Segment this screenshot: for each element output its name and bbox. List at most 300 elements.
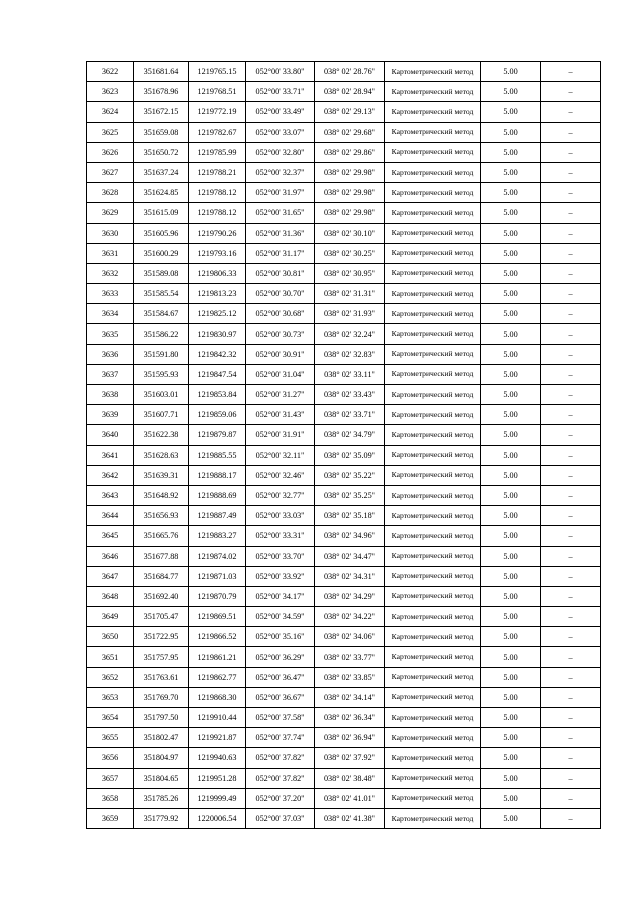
table-row [87,445,601,465]
latitude-cell: 052°00' 33.31" [246,526,315,546]
longitude-cell: 038° 02' 33.85" [315,667,385,687]
longitude-cell: 038° 02' 32.24" [315,324,385,344]
accuracy-cell: 5.00 [481,647,541,667]
x-coordinate-cell: 351705.47 [134,607,189,627]
method-cell: Картометрический метод [385,748,481,768]
table-row [87,465,601,485]
latitude-cell: 052°00' 31.04" [246,364,315,384]
accuracy-cell: 5.00 [481,62,541,82]
latitude-cell: 052°00' 37.20" [246,788,315,808]
latitude-cell: 052°00' 36.67" [246,687,315,707]
note-cell: – [541,102,601,122]
y-coordinate-cell: 1219879.87 [189,425,246,445]
note-cell: – [541,344,601,364]
point-number-cell: 3645 [87,526,134,546]
accuracy-cell: 5.00 [481,203,541,223]
point-number-cell: 3644 [87,506,134,526]
note-cell: – [541,667,601,687]
y-coordinate-cell: 1219853.84 [189,385,246,405]
method-cell: Картометрический метод [385,284,481,304]
longitude-cell: 038° 02' 28.94" [315,82,385,102]
longitude-cell: 038° 02' 34.47" [315,546,385,566]
method-cell: Картометрический метод [385,546,481,566]
x-coordinate-cell: 351677.88 [134,546,189,566]
latitude-cell: 052°00' 31.17" [246,243,315,263]
method-cell: Картометрический метод [385,506,481,526]
longitude-cell: 038° 02' 31.31" [315,284,385,304]
method-cell: Картометрический метод [385,647,481,667]
table-row [87,364,601,384]
accuracy-cell: 5.00 [481,425,541,445]
x-coordinate-cell: 351650.72 [134,142,189,162]
y-coordinate-cell: 1219785.99 [189,142,246,162]
table-row [87,687,601,707]
point-number-cell: 3625 [87,122,134,142]
point-number-cell: 3655 [87,728,134,748]
method-cell: Картометрический метод [385,203,481,223]
table-row [87,728,601,748]
y-coordinate-cell: 1219782.67 [189,122,246,142]
table-row [87,566,601,586]
latitude-cell: 052°00' 34.59" [246,607,315,627]
accuracy-cell: 5.00 [481,586,541,606]
point-number-cell: 3627 [87,162,134,182]
latitude-cell: 052°00' 30.81" [246,263,315,283]
x-coordinate-cell: 351648.92 [134,485,189,505]
y-coordinate-cell: 1219788.12 [189,203,246,223]
longitude-cell: 038° 02' 36.34" [315,708,385,728]
accuracy-cell: 5.00 [481,364,541,384]
y-coordinate-cell: 1219871.03 [189,566,246,586]
x-coordinate-cell: 351639.31 [134,465,189,485]
accuracy-cell: 5.00 [481,465,541,485]
latitude-cell: 052°00' 36.29" [246,647,315,667]
method-cell: Картометрический метод [385,667,481,687]
method-cell: Картометрический метод [385,485,481,505]
accuracy-cell: 5.00 [481,243,541,263]
y-coordinate-cell: 1219847.54 [189,364,246,384]
longitude-cell: 038° 02' 29.86" [315,142,385,162]
note-cell: – [541,385,601,405]
y-coordinate-cell: 1219793.16 [189,243,246,263]
latitude-cell: 052°00' 33.07" [246,122,315,142]
note-cell: – [541,425,601,445]
accuracy-cell: 5.00 [481,607,541,627]
x-coordinate-cell: 351804.97 [134,748,189,768]
longitude-cell: 038° 02' 29.68" [315,122,385,142]
accuracy-cell: 5.00 [481,304,541,324]
note-cell: – [541,243,601,263]
latitude-cell: 052°00' 31.65" [246,203,315,223]
y-coordinate-cell: 1220006.54 [189,808,246,828]
method-cell: Картометрический метод [385,243,481,263]
method-cell: Картометрический метод [385,82,481,102]
note-cell: – [541,526,601,546]
point-number-cell: 3656 [87,748,134,768]
point-number-cell: 3641 [87,445,134,465]
longitude-cell: 038° 02' 34.31" [315,566,385,586]
table-row [87,162,601,182]
method-cell: Картометрический метод [385,162,481,182]
x-coordinate-cell: 351804.65 [134,768,189,788]
note-cell: – [541,566,601,586]
table-row [87,546,601,566]
latitude-cell: 052°00' 37.58" [246,708,315,728]
note-cell: – [541,405,601,425]
accuracy-cell: 5.00 [481,627,541,647]
point-number-cell: 3649 [87,607,134,627]
point-number-cell: 3634 [87,304,134,324]
accuracy-cell: 5.00 [481,788,541,808]
table-row [87,203,601,223]
x-coordinate-cell: 351595.93 [134,364,189,384]
x-coordinate-cell: 351665.76 [134,526,189,546]
point-number-cell: 3628 [87,183,134,203]
method-cell: Картометрический метод [385,708,481,728]
longitude-cell: 038° 02' 33.71" [315,405,385,425]
longitude-cell: 038° 02' 28.76" [315,62,385,82]
method-cell: Картометрический метод [385,263,481,283]
y-coordinate-cell: 1219951.28 [189,768,246,788]
note-cell: – [541,304,601,324]
latitude-cell: 052°00' 30.91" [246,344,315,364]
note-cell: – [541,82,601,102]
x-coordinate-cell: 351584.67 [134,304,189,324]
point-number-cell: 3647 [87,566,134,586]
x-coordinate-cell: 351659.08 [134,122,189,142]
x-coordinate-cell: 351678.96 [134,82,189,102]
x-coordinate-cell: 351681.64 [134,62,189,82]
table-row [87,485,601,505]
note-cell: – [541,183,601,203]
method-cell: Картометрический метод [385,465,481,485]
latitude-cell: 052°00' 37.82" [246,768,315,788]
method-cell: Картометрический метод [385,304,481,324]
y-coordinate-cell: 1219885.55 [189,445,246,465]
table-row [87,808,601,828]
accuracy-cell: 5.00 [481,667,541,687]
note-cell: – [541,647,601,667]
latitude-cell: 052°00' 31.27" [246,385,315,405]
latitude-cell: 052°00' 34.17" [246,586,315,606]
longitude-cell: 038° 02' 33.43" [315,385,385,405]
y-coordinate-cell: 1219859.06 [189,405,246,425]
note-cell: – [541,122,601,142]
table-row [87,243,601,263]
note-cell: – [541,62,601,82]
y-coordinate-cell: 1219772.19 [189,102,246,122]
note-cell: – [541,263,601,283]
note-cell: – [541,364,601,384]
x-coordinate-cell: 351585.54 [134,284,189,304]
point-number-cell: 3658 [87,788,134,808]
point-number-cell: 3639 [87,405,134,425]
latitude-cell: 052°00' 30.70" [246,284,315,304]
accuracy-cell: 5.00 [481,687,541,707]
method-cell: Картометрический метод [385,344,481,364]
longitude-cell: 038° 02' 35.18" [315,506,385,526]
y-coordinate-cell: 1219940.63 [189,748,246,768]
method-cell: Картометрический метод [385,445,481,465]
table-row [87,142,601,162]
point-number-cell: 3653 [87,687,134,707]
latitude-cell: 052°00' 32.37" [246,162,315,182]
accuracy-cell: 5.00 [481,162,541,182]
accuracy-cell: 5.00 [481,808,541,828]
y-coordinate-cell: 1219830.97 [189,324,246,344]
latitude-cell: 052°00' 32.11" [246,445,315,465]
point-number-cell: 3651 [87,647,134,667]
table-row [87,324,601,344]
y-coordinate-cell: 1219888.17 [189,465,246,485]
latitude-cell: 052°00' 33.03" [246,506,315,526]
table-row [87,647,601,667]
x-coordinate-cell: 351603.01 [134,385,189,405]
longitude-cell: 038° 02' 34.79" [315,425,385,445]
point-number-cell: 3637 [87,364,134,384]
table-row [87,102,601,122]
longitude-cell: 038° 02' 34.06" [315,627,385,647]
longitude-cell: 038° 02' 34.29" [315,586,385,606]
latitude-cell: 052°00' 30.73" [246,324,315,344]
note-cell: – [541,728,601,748]
x-coordinate-cell: 351589.08 [134,263,189,283]
latitude-cell: 052°00' 33.80" [246,62,315,82]
y-coordinate-cell: 1219866.52 [189,627,246,647]
y-coordinate-cell: 1219790.26 [189,223,246,243]
method-cell: Картометрический метод [385,142,481,162]
point-number-cell: 3632 [87,263,134,283]
table-row [87,223,601,243]
point-number-cell: 3624 [87,102,134,122]
point-number-cell: 3635 [87,324,134,344]
method-cell: Картометрический метод [385,405,481,425]
x-coordinate-cell: 351802.47 [134,728,189,748]
accuracy-cell: 5.00 [481,385,541,405]
accuracy-cell: 5.00 [481,485,541,505]
method-cell: Картометрический метод [385,364,481,384]
method-cell: Картометрический метод [385,768,481,788]
x-coordinate-cell: 351779.92 [134,808,189,828]
y-coordinate-cell: 1219788.21 [189,162,246,182]
method-cell: Картометрический метод [385,627,481,647]
note-cell: – [541,324,601,344]
longitude-cell: 038° 02' 29.98" [315,203,385,223]
longitude-cell: 038° 02' 35.22" [315,465,385,485]
x-coordinate-cell: 351785.26 [134,788,189,808]
table-row [87,768,601,788]
point-number-cell: 3622 [87,62,134,82]
note-cell: – [541,445,601,465]
x-coordinate-cell: 351722.95 [134,627,189,647]
longitude-cell: 038° 02' 34.96" [315,526,385,546]
table-row [87,263,601,283]
x-coordinate-cell: 351684.77 [134,566,189,586]
longitude-cell: 038° 02' 34.22" [315,607,385,627]
point-number-cell: 3654 [87,708,134,728]
point-number-cell: 3652 [87,667,134,687]
accuracy-cell: 5.00 [481,82,541,102]
table-row [87,788,601,808]
accuracy-cell: 5.00 [481,546,541,566]
accuracy-cell: 5.00 [481,142,541,162]
accuracy-cell: 5.00 [481,506,541,526]
y-coordinate-cell: 1219999.49 [189,788,246,808]
point-number-cell: 3626 [87,142,134,162]
point-number-cell: 3659 [87,808,134,828]
longitude-cell: 038° 02' 41.38" [315,808,385,828]
accuracy-cell: 5.00 [481,768,541,788]
longitude-cell: 038° 02' 33.11" [315,364,385,384]
method-cell: Картометрический метод [385,324,481,344]
y-coordinate-cell: 1219883.27 [189,526,246,546]
method-cell: Картометрический метод [385,788,481,808]
note-cell: – [541,748,601,768]
y-coordinate-cell: 1219806.33 [189,263,246,283]
point-number-cell: 3636 [87,344,134,364]
accuracy-cell: 5.00 [481,526,541,546]
method-cell: Картометрический метод [385,607,481,627]
longitude-cell: 038° 02' 31.93" [315,304,385,324]
note-cell: – [541,768,601,788]
latitude-cell: 052°00' 30.68" [246,304,315,324]
latitude-cell: 052°00' 31.36" [246,223,315,243]
x-coordinate-cell: 351757.95 [134,647,189,667]
y-coordinate-cell: 1219869.51 [189,607,246,627]
note-cell: – [541,687,601,707]
table-row [87,82,601,102]
accuracy-cell: 5.00 [481,183,541,203]
coordinates-table [86,61,601,829]
note-cell: – [541,708,601,728]
method-cell: Картометрический метод [385,425,481,445]
latitude-cell: 052°00' 32.77" [246,485,315,505]
y-coordinate-cell: 1219887.49 [189,506,246,526]
method-cell: Картометрический метод [385,526,481,546]
x-coordinate-cell: 351656.93 [134,506,189,526]
longitude-cell: 038° 02' 29.98" [315,183,385,203]
method-cell: Картометрический метод [385,102,481,122]
accuracy-cell: 5.00 [481,405,541,425]
table-row [87,405,601,425]
y-coordinate-cell: 1219862.77 [189,667,246,687]
method-cell: Картометрический метод [385,566,481,586]
longitude-cell: 038° 02' 36.94" [315,728,385,748]
accuracy-cell: 5.00 [481,708,541,728]
table-row [87,62,601,82]
latitude-cell: 052°00' 33.70" [246,546,315,566]
point-number-cell: 3631 [87,243,134,263]
y-coordinate-cell: 1219861.21 [189,647,246,667]
latitude-cell: 052°00' 36.47" [246,667,315,687]
point-number-cell: 3643 [87,485,134,505]
accuracy-cell: 5.00 [481,122,541,142]
longitude-cell: 038° 02' 33.77" [315,647,385,667]
method-cell: Картометрический метод [385,183,481,203]
note-cell: – [541,808,601,828]
y-coordinate-cell: 1219888.69 [189,485,246,505]
y-coordinate-cell: 1219813.23 [189,284,246,304]
table-row [87,748,601,768]
latitude-cell: 052°00' 31.43" [246,405,315,425]
longitude-cell: 038° 02' 35.25" [315,485,385,505]
method-cell: Картометрический метод [385,586,481,606]
point-number-cell: 3633 [87,284,134,304]
note-cell: – [541,162,601,182]
method-cell: Картометрический метод [385,385,481,405]
table-row [87,586,601,606]
point-number-cell: 3630 [87,223,134,243]
table-row [87,304,601,324]
note-cell: – [541,465,601,485]
note-cell: – [541,284,601,304]
method-cell: Картометрический метод [385,728,481,748]
table-row [87,708,601,728]
longitude-cell: 038° 02' 29.98" [315,162,385,182]
longitude-cell: 038° 02' 37.92" [315,748,385,768]
note-cell: – [541,223,601,243]
x-coordinate-cell: 351586.22 [134,324,189,344]
latitude-cell: 052°00' 33.71" [246,82,315,102]
accuracy-cell: 5.00 [481,223,541,243]
note-cell: – [541,485,601,505]
note-cell: – [541,788,601,808]
point-number-cell: 3642 [87,465,134,485]
longitude-cell: 038° 02' 29.13" [315,102,385,122]
point-number-cell: 3638 [87,385,134,405]
table-row [87,425,601,445]
note-cell: – [541,142,601,162]
method-cell: Картометрический метод [385,122,481,142]
method-cell: Картометрический метод [385,62,481,82]
point-number-cell: 3648 [87,586,134,606]
longitude-cell: 038° 02' 30.25" [315,243,385,263]
method-cell: Картометрический метод [385,223,481,243]
table-row [87,506,601,526]
x-coordinate-cell: 351605.96 [134,223,189,243]
longitude-cell: 038° 02' 30.10" [315,223,385,243]
accuracy-cell: 5.00 [481,344,541,364]
table-row [87,607,601,627]
x-coordinate-cell: 351769.70 [134,687,189,707]
y-coordinate-cell: 1219825.12 [189,304,246,324]
note-cell: – [541,586,601,606]
accuracy-cell: 5.00 [481,102,541,122]
table-row [87,627,601,647]
latitude-cell: 052°00' 33.92" [246,566,315,586]
table-row [87,183,601,203]
x-coordinate-cell: 351763.61 [134,667,189,687]
x-coordinate-cell: 351628.63 [134,445,189,465]
x-coordinate-cell: 351797.50 [134,708,189,728]
x-coordinate-cell: 351622.38 [134,425,189,445]
table-row [87,284,601,304]
x-coordinate-cell: 351672.15 [134,102,189,122]
latitude-cell: 052°00' 32.80" [246,142,315,162]
accuracy-cell: 5.00 [481,284,541,304]
accuracy-cell: 5.00 [481,748,541,768]
point-number-cell: 3623 [87,82,134,102]
note-cell: – [541,607,601,627]
y-coordinate-cell: 1219910.44 [189,708,246,728]
y-coordinate-cell: 1219874.02 [189,546,246,566]
x-coordinate-cell: 351624.85 [134,183,189,203]
table-row [87,385,601,405]
y-coordinate-cell: 1219870.79 [189,586,246,606]
x-coordinate-cell: 351591.80 [134,344,189,364]
table-row [87,122,601,142]
y-coordinate-cell: 1219768.51 [189,82,246,102]
